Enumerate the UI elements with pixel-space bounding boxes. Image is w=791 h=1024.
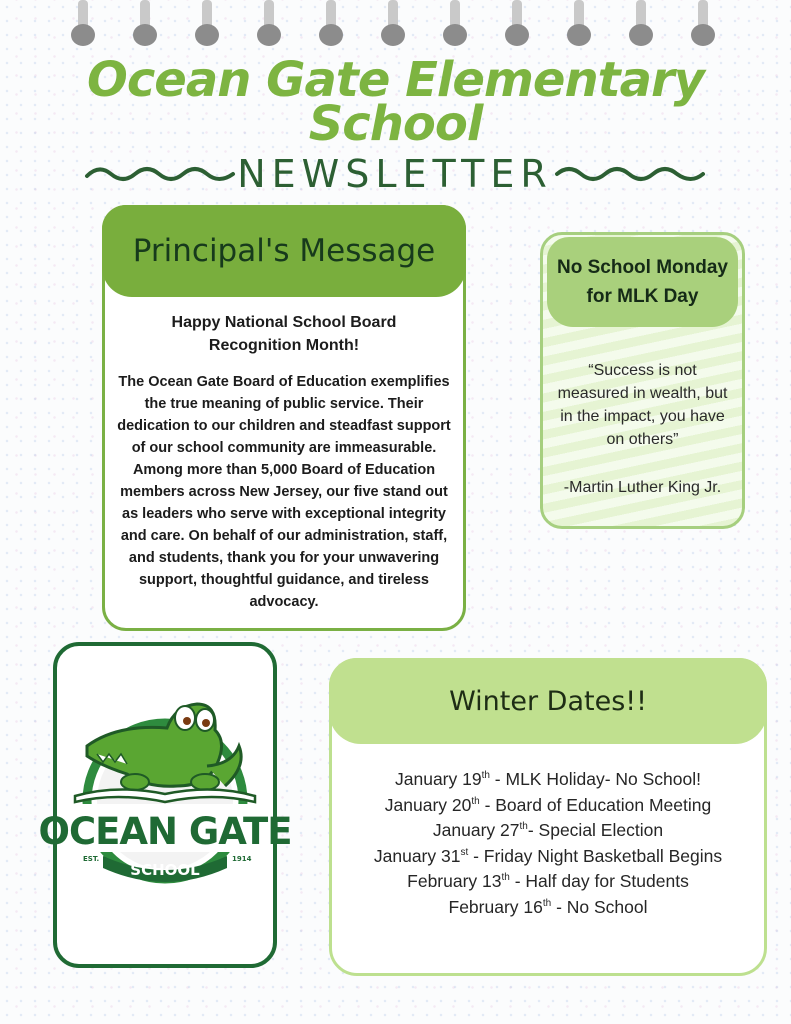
spiral-binding: [70, 0, 720, 50]
binding-ring: [70, 0, 96, 44]
mlk-day-heading: No School Monday for MLK Day: [547, 237, 738, 327]
binding-ring: [628, 0, 654, 44]
newsletter-heading: NEWSLETTER: [237, 152, 553, 196]
mlk-quote: “Success is not measured in wealth, but in the impact, you have on others”: [557, 362, 728, 448]
binding-ring: [442, 0, 468, 44]
date-item: February 16th - No School: [448, 896, 648, 917]
date-item: January 19th - MLK Holiday- No School!: [395, 769, 701, 789]
newsletter-banner: [85, 152, 705, 198]
binding-ring: [504, 0, 530, 44]
winter-dates-heading: Winter Dates!!: [329, 658, 767, 744]
date-item: January 27th- Special Election: [432, 820, 664, 840]
date-item: February 13th - Half day for Students: [407, 871, 689, 891]
principal-message-card: [102, 205, 466, 631]
principal-message-subheading: Happy National School Board Recognition Month!: [171, 314, 397, 354]
principal-message-heading: Principal's Message: [102, 205, 466, 297]
binding-ring: [256, 0, 282, 44]
school-title: Ocean Gate Elementary School: [87, 52, 704, 152]
logo-year-text: 1914: [232, 855, 252, 863]
logo-name-text: OCEAN GATE: [38, 810, 292, 853]
mlk-quote-author: -Martin Luther King Jr.: [563, 479, 722, 496]
principal-message-body: The Ocean Gate Board of Education exemplifies the true meaning of public service. Their dedication to our children and steadfast support of our school community are immeasurable. Among more than 5,000 Board of Education members across New Jersey, our five stand out as leaders who serve with exceptional integrity and care. On behalf of our administration, staff, and students, thank you for your unwavering support, thoughtful guidance, and tireless advocacy.: [117, 374, 451, 610]
binding-ring: [318, 0, 344, 44]
winter-dates-card: [329, 658, 767, 976]
binding-ring: [132, 0, 158, 44]
binding-ring: [194, 0, 220, 44]
logo-est-text: EST.: [83, 855, 100, 863]
winter-dates-list: [332, 767, 764, 920]
binding-ring: [690, 0, 716, 44]
mlk-day-card: [540, 232, 745, 529]
ocean-gate-logo: [38, 646, 292, 964]
binding-ring: [380, 0, 406, 44]
school-logo-card: [38, 642, 292, 968]
date-item: January 20th - Board of Education Meeting: [384, 794, 712, 815]
wave-ornament-right: [555, 162, 705, 186]
logo-school-text: SCHOOL: [130, 861, 200, 879]
date-item: January 31st - Friday Night Basketball Begins: [373, 845, 723, 866]
binding-ring: [566, 0, 592, 44]
